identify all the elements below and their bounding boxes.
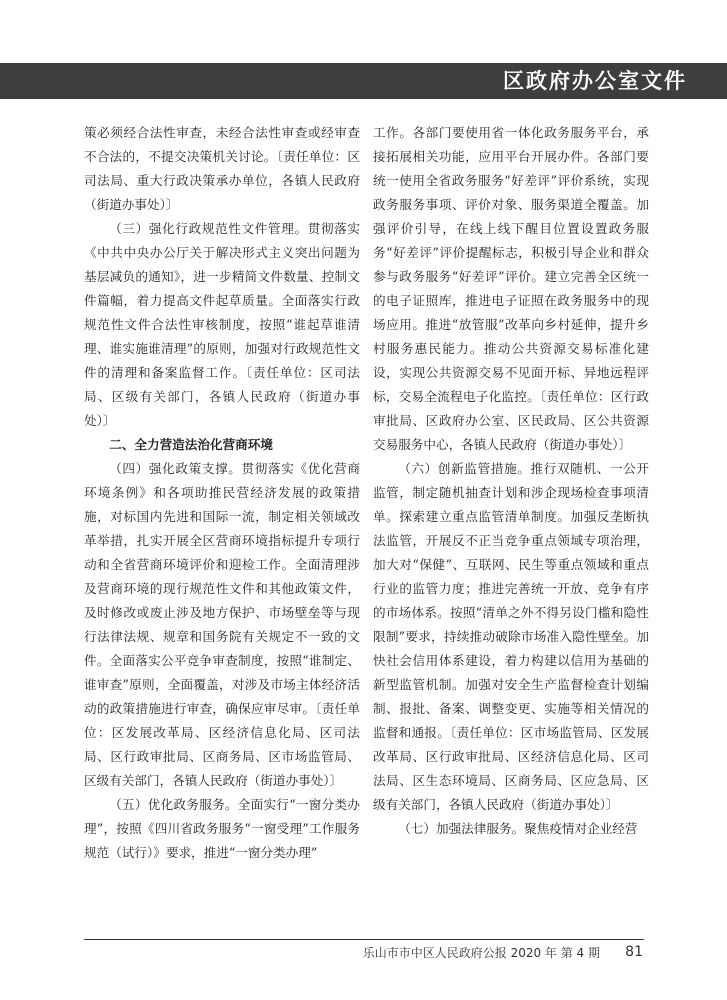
body-paragraph: 策必须经合法性审查，未经合法性审查或经审查不合法的，不提交决策机关讨论。〔责任单位：区司法局、重大行政决策承办单位，各镇人民政府（街道办事处）〕 <box>84 125 360 212</box>
footer-rule <box>84 939 644 940</box>
body-paragraph: （六）创新监管措施。推行双随机、一公开监管，制定随机抽查计划和涉企现场检查事项清单。探索建立重点监管清单制度。加强反垄断执法监管，开展反不正当竞争重点领域专项治理，加大对“保健”、互联网、民生等重点领域和重点行业的监管力度；推进完善统一开放、竞争有序的市场体系。按照“清单之外不得另设门槛和隐性限制”要求，持续推动破除市场准入隐性壁垒。加快社会信用体系建设，着力构建以信用为基础的新型监管机制。加强对安全生产监督检查计划编制、报批、备案、调整变更、实施等相关情况的监督和通报。〔责任单位：区市场监管局、区发展改革局、区行政审批局、区经济信息化局、区司法局、区生态环境局、区商务局、区应急局、区级有关部门，各镇人民政府（街道办事处）〕 <box>373 461 649 812</box>
left-text-column <box>84 121 360 865</box>
page-header-title: 区政府办公室文件 <box>503 69 687 93</box>
body-paragraph: （三）强化行政规范性文件管理。贯彻落实《中共中央办公厅关于解决形式主义突出问题为基层减负的通知》，进一步精简文件数量、控制文件篇幅，着力提高文件起草质量。全面落实行政规范性文件合法性审核制度，按照“谁起草谁清理、谁实施谁清理”的原则，加强对行政规范性文件的清理和备案监督工作。〔责任单位：区司法局、区级有关部门，各镇人民政府（街道办事处）〕 <box>84 221 360 428</box>
section-heading: 二、全力营造法治化营商环境 <box>109 437 273 452</box>
body-paragraph: （四）强化政策支撑。贯彻落实《优化营商环境条例》和各项助推民营经济发展的政策措施，对标国内先进和国际一流，制定相关领域改革举措，扎实开展全区营商环境指标提升专项行动和全省营商环境评价和迎检工作。全面清理涉及营商环境的现行规范性文件和其他政策文件，及时修改或废止涉及地方保护、市场壁垒等与现行法律法规、规章和国务院有关规定不一致的文件。全面落实公平竞争审查制度，按照“谁制定、谁审查”原则，全面覆盖，对涉及市场主体经济活动的政策措施进行审查，确保应审尽审。〔责任单位：区发展改革局、区经济信息化局、区司法局、区行政审批局、区商务局、区市场监管局、区级有关部门，各镇人民政府（街道办事处）〕 <box>84 461 360 788</box>
header-band <box>0 63 727 99</box>
footer-publication: 乐山市市中区人民政府公报 2020 年 第 4 期 <box>362 946 600 960</box>
body-paragraph: 工作。各部门要使用省一体化政务服务平台，承接拓展相关功能，应用平台开展办件。各部门要统一使用全省政务服务“好差评”评价系统，实现政务服务事项、评价对象、服务渠道全覆盖。加强评价引导，在线上线下醒目位置设置政务服务“好差评”评价提醒标志，积极引导企业和群众参与政务服务“好差评”评价。建立完善全区统一的电子证照库，推进电子证照在政务服务中的现场应用。推进“放管服”改革向乡村延伸，提升乡村服务惠民能力。推动公共资源交易标准化建设，实现公共资源交易不见面开标、异地远程评标，交易全流程电子化监控。〔责任单位：区行政审批局、区政府办公室、区民政局、区公共资源交易服务中心，各镇人民政府（街道办事处）〕 <box>373 125 649 452</box>
body-paragraph: （七）加强法律服务。聚焦疫情对企业经营 <box>398 821 638 836</box>
page-number: 81 <box>625 944 643 960</box>
right-text-column <box>373 121 649 841</box>
body-paragraph: （五）优化政务服务。全面实行“一窗分类办理”，按照《四川省政务服务“一窗受理”工作服务规范（试行）》要求，推进“一窗分类办理” <box>84 797 360 860</box>
